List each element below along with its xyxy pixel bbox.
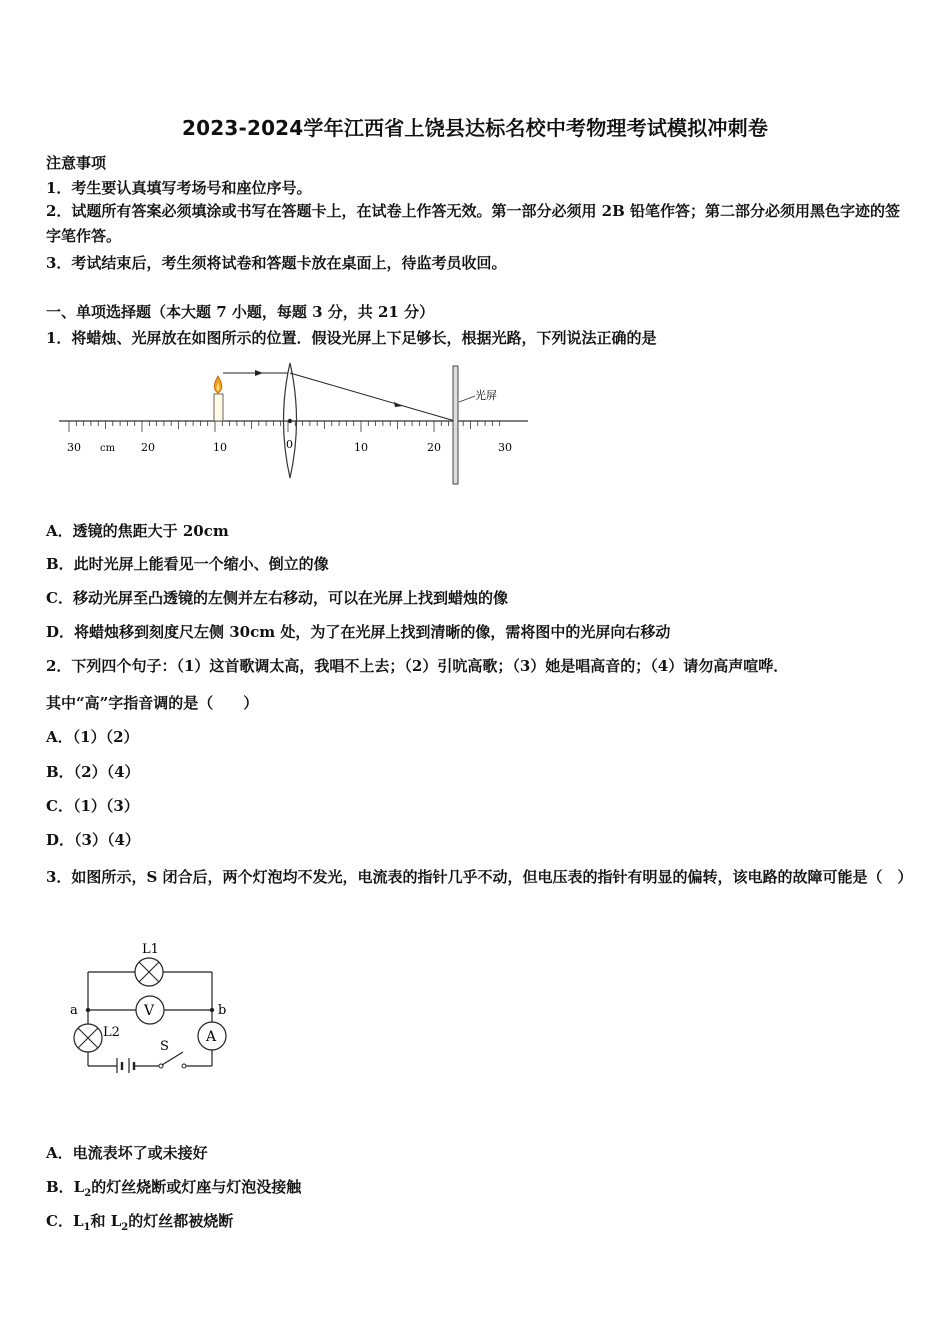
q3-option-b: B．$L_2$的灯丝烧断或灯座与灯泡没接触 (46, 1178, 302, 1199)
l2-label: L2 (103, 1025, 120, 1040)
q1-stem: 1．将蜡烛、光屏放在如图所示的位置．假设光屏上下足够长，根据光路，下列说法正确的是 (46, 329, 657, 347)
q2-option-b: B．（2）（4） (46, 763, 140, 781)
tick-label-20-left: 20 (141, 441, 155, 454)
q1-option-c: C．移动光屏至凸透镜的左侧并左右移动，可以在光屏上找到蜡烛的像 (46, 589, 508, 607)
q1-option-d: D．将蜡烛移到刻度尺左侧 30cm 处，为了在光屏上找到清晰的像，需将图中的光屏向右移动 (46, 623, 671, 641)
switch-label: S (160, 1039, 169, 1054)
switch-icon (159, 1052, 186, 1068)
unit-label: cm (100, 443, 116, 454)
section-heading: 一、单项选择题（本大题 7 小题，每题 3 分，共 21 分） (46, 303, 435, 321)
notice-item-3: 3．考试结束后，考生须将试卷和答题卡放在桌面上，待监考员收回。 (46, 254, 507, 272)
q2-option-d: D．（3）（4） (46, 831, 140, 849)
notice-item-2: 2．试题所有答案必须填涂或书写在答题卡上，在试卷上作答无效。第一部分必须用 2B 铅笔作答；第二部分必须用黑色字迹的签字笔作答。 (46, 202, 901, 245)
lamp-l1-icon (135, 958, 163, 986)
screen-label-leader (459, 396, 475, 402)
q3-option-c: C．$L_1$和 $L_2$的灯丝都被烧断 (46, 1212, 234, 1233)
notice-heading: 注意事项 (46, 154, 107, 172)
q3-stem: 3．如图所示，S 闭合后，两个灯泡均不发光，电流表的指针几乎不动，但电压表的指针有明显的偏转，该电路的故障可能是（ ） (46, 868, 913, 886)
ray-refracted (290, 373, 455, 421)
tick-label-20-right: 20 (427, 441, 441, 454)
voltmeter-label: V (144, 1003, 155, 1019)
ammeter-icon (198, 1022, 226, 1050)
tick-label-30-right: 30 (498, 441, 512, 454)
ruler-ticks (69, 421, 500, 432)
q2-stem-line1: 2．下列四个句子：（1）这首歌调太高，我唱不上去；（2）引吭高歌；（3）她是唱高音的；（4）请勿高声喧哗． (46, 657, 789, 675)
lamp-l2-icon (74, 1024, 102, 1052)
lens-center-dot (288, 419, 292, 423)
point-b-label: b (218, 1003, 227, 1018)
node-b (210, 1008, 214, 1012)
q3-option-a: A．电流表坏了或未接好 (46, 1144, 208, 1162)
q3-circuit-figure (62, 938, 242, 1073)
point-a-label: a (70, 1003, 78, 1018)
ray-arrow-1 (255, 370, 263, 376)
notice-item-1: 1．考生要认真填写考场号和座位序号。 (46, 179, 312, 197)
l1-label: L1 (142, 942, 159, 957)
screen-label: 光屏 (475, 389, 497, 402)
q1-lens-figure (55, 358, 535, 488)
tick-label-10-left: 10 (213, 441, 227, 454)
ray-arrow-2 (394, 402, 403, 407)
q2-stem-line2: 其中“高”字指音调的是（ ） (46, 694, 259, 712)
battery-icon (117, 1058, 134, 1073)
q1-option-a: A．透镜的焦距大于 20cm (46, 522, 229, 540)
page-title: 2023-2024学年江西省上饶县达标名校中考物理考试模拟冲刺卷 (181, 116, 769, 140)
ammeter-label: A (206, 1029, 217, 1045)
tick-label-10-right: 10 (354, 441, 368, 454)
tick-label-30-left: 30 (67, 441, 81, 454)
q2-option-c: C．（1）（3） (46, 797, 139, 815)
q1-option-b: B．此时光屏上能看见一个缩小、倒立的像 (46, 555, 329, 573)
q2-option-a: A．（1）（2） (46, 728, 139, 746)
candle-icon (214, 376, 223, 421)
tick-label-0: 0 (286, 438, 293, 451)
node-a (86, 1008, 90, 1012)
voltmeter-icon (136, 996, 164, 1024)
light-screen (453, 366, 458, 484)
